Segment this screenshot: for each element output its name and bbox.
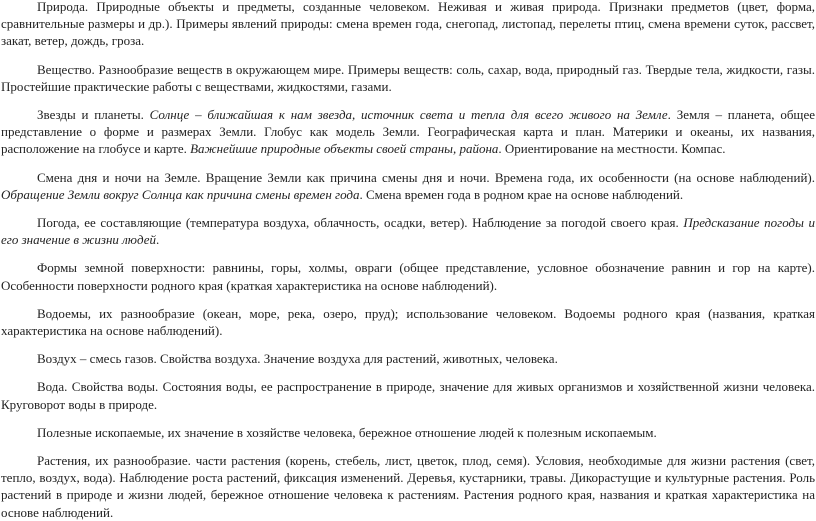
paragraph-surface-forms <box>1 259 815 293</box>
paragraph-text: Водоемы, их разнообразие (океан, море, река, озеро, пруд); использование человеком. Водоемы родного края (названия, краткая характеристика на основе наблюдений). <box>1 305 815 339</box>
paragraph-minerals <box>1 424 815 441</box>
paragraph-stars-planets <box>1 106 815 158</box>
paragraph-text: Формы земной поверхности: равнины, горы, холмы, овраги (общее представление, условное обозначение равнин и гор на карте). Особенности поверхности родного края (краткая характеристика на основе наблюдений). <box>1 260 815 293</box>
paragraph-text: Вещество. Разнообразие веществ в окружающем мире. Примеры веществ: соль, сахар, вода, природный газ. Твердые тела, жидкости, газы. Простейшие практические работы с веществами, жидкостями, газами. <box>1 61 815 94</box>
paragraph-water <box>1 378 815 412</box>
paragraph-text: . Ориентирование на местности. Компас. <box>498 141 726 157</box>
paragraph-plants <box>1 452 815 521</box>
paragraph-air <box>1 350 815 367</box>
paragraph-text: Звезды и планеты. <box>37 107 150 123</box>
paragraph-text: Смена дня и ночи на Земле. Вращение Земли как причина смены дня и ночи. Времена года, их особенности (на основе наблюдений). <box>37 169 815 185</box>
paragraph-text: . Земля – планета, общее представление о форме и размерах Земли. Глобус как модель Земли. Географическая карта и план. Материки и океаны, их названия, расположение на глобусе и карте. <box>1 107 815 157</box>
paragraph-italic-text: Солнце – ближайшая к нам звезда, источник света и тепла для всего живого на Земле <box>149 107 668 123</box>
paragraph-text: Полезные ископаемые, их значение в хозяйстве человека, бережное отношение людей к полезным ископаемым. <box>37 424 657 440</box>
paragraph-text: Вода. Свойства воды. Состояния воды, ее распространение в природе, значение для живых организмов и хозяйственной жизни человека. Круговорот воды в природе. <box>1 379 815 412</box>
paragraph-text: Погода, ее составляющие (температура воздуха, облачность, осадки, ветер). Наблюдение за погодой своего края. <box>37 215 684 231</box>
paragraph-text: Воздух – смесь газов. Свойства воздуха. Значение воздуха для растений, животных, человека. <box>37 351 558 367</box>
paragraph-weather <box>1 214 815 248</box>
paragraph-italic-text: Обращение Земли вокруг Солнца как причина смены времен года <box>1 186 360 202</box>
paragraph-substance <box>1 61 815 95</box>
paragraph-text: Растения, их разнообразие. части растения (корень, стебель, лист, цветок, плод, семя). Условия, необходимые для жизни растения (свет, тепло, воздух, вода). Наблюдение роста растений, фиксация изменений. Деревья, кустарники, травы. Дикорастущие и культурные растения. Роль растений в природе и жизни людей, бережное отношение человека к растениям. Растения родного края, названия и краткая характеристика на основе наблюдений. <box>1 453 815 520</box>
paragraph-water-bodies <box>1 305 815 339</box>
paragraph-text: . Смена времен года в родном крае на основе наблюдений. <box>359 186 684 202</box>
paragraph-text: . <box>155 232 160 248</box>
paragraph-italic-text: Предсказание погоды и его значение в жизни людей <box>1 215 816 248</box>
paragraph-nature <box>1 0 815 50</box>
paragraph-text: Природа. Природные объекты и предметы, созданные человеком. Неживая и живая природа. Признаки предметов (цвет, форма, сравнительные размеры и др.). Примеры явлений природы: смена времен года, снегопад, листопад, перелеты птиц, смена времени суток, рассвет, закат, ветер, дождь, гроза. <box>1 0 815 49</box>
paragraph-day-night <box>1 169 815 203</box>
paragraph-italic-text: Важнейшие природные объекты своей страны, района <box>190 141 499 157</box>
